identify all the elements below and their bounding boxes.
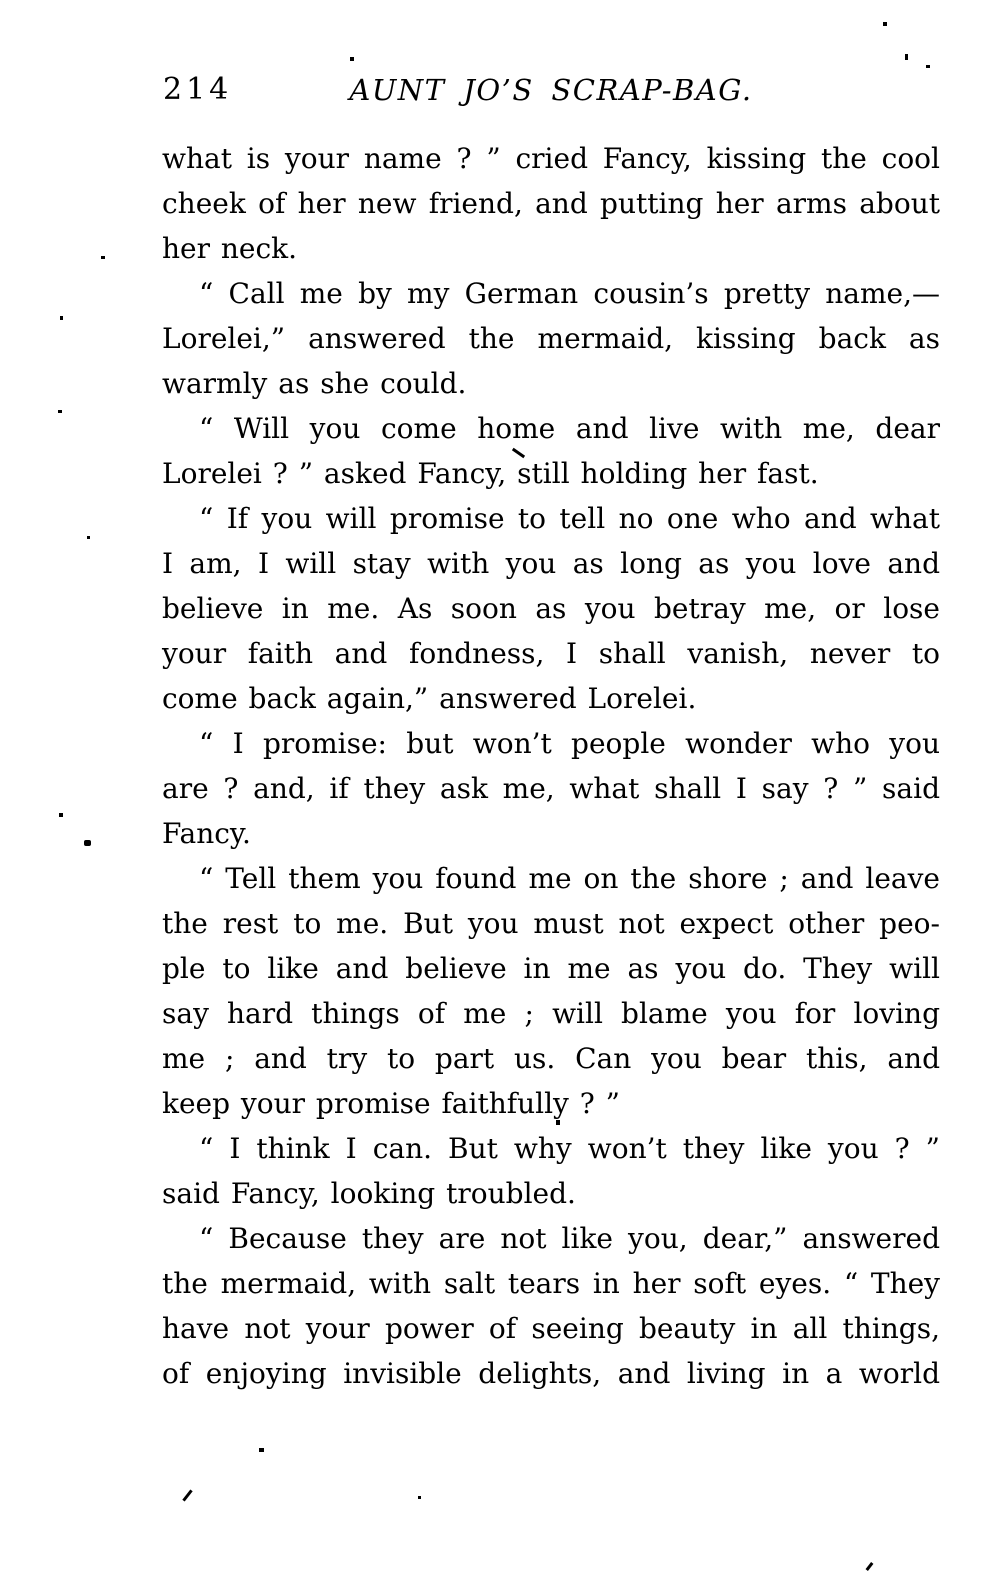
text-line: her neck. <box>162 232 298 265</box>
text-line: the rest to me. But you must not expect other peo- <box>162 907 940 940</box>
scan-speck <box>84 840 91 846</box>
text-line: have not your power of seeing beauty in all things, <box>162 1312 940 1345</box>
text-line: believe in me. As soon as you betray me, or lose <box>162 592 940 625</box>
text-line: said Fancy, looking troubled. <box>162 1177 576 1210</box>
text-line: warmly as she could. <box>162 367 467 400</box>
running-title: AUNT JO’S SCRAP-BAG. <box>349 73 753 107</box>
text-line: “ I think I can. But why won’t they like you ? ” <box>199 1132 940 1165</box>
text-line: Fancy. <box>162 817 251 850</box>
text-line: “ Because they are not like you, dear,” answered <box>199 1222 940 1255</box>
text-line: of enjoying invisible delights, and living in a world <box>162 1357 940 1390</box>
text-line: “ Tell them you found me on the shore ; and leave <box>199 862 940 895</box>
page-body-text <box>162 136 940 1396</box>
text-line: “ Call me by my German cousin’s pretty name,— <box>199 277 940 310</box>
scan-speck <box>556 1120 560 1125</box>
text-line: “ If you will promise to tell no one who and what <box>199 502 940 535</box>
scan-speck <box>926 65 930 68</box>
page-number: 214 <box>163 72 233 107</box>
text-line: “ I promise: but won’t people wonder who you <box>199 727 940 760</box>
text-line: what is your name ? ” cried Fancy, kissing the cool <box>162 142 940 175</box>
text-line: say hard things of me ; will blame you for loving <box>162 997 940 1030</box>
text-line: cheek of her new friend, and putting her arms about <box>162 187 940 220</box>
text-line: your faith and fondness, I shall vanish, never to <box>162 637 940 670</box>
scan-speck <box>350 57 354 61</box>
text-line: the mermaid, with salt tears in her soft eyes. “ They <box>162 1267 940 1300</box>
scan-speck <box>418 1496 421 1499</box>
text-line: Lorelei,” answered the mermaid, kissing back as <box>162 322 940 355</box>
text-line: I am, I will stay with you as long as you love and <box>162 547 940 580</box>
text-line: keep your promise faithfully ? ” <box>162 1087 620 1120</box>
scan-speck <box>87 536 90 539</box>
scan-speck <box>59 813 63 817</box>
text-line: come back again,” answered Lorelei. <box>162 682 697 715</box>
text-line: ple to like and believe in me as you do. They will <box>162 952 940 985</box>
scan-speck <box>259 1448 264 1452</box>
scan-speck <box>883 22 887 26</box>
text-line: are ? and, if they ask me, what shall I say ? ” said <box>162 772 940 805</box>
text-line: Lorelei ? ” asked Fancy, still holding her fast. <box>162 457 819 490</box>
scan-speck <box>58 410 62 413</box>
scan-speck <box>866 1562 874 1571</box>
scan-speck <box>101 256 105 259</box>
text-line: “ Will you come home and live with me, dear <box>199 412 940 445</box>
scan-speck <box>60 316 63 320</box>
scan-speck <box>182 1489 192 1501</box>
scan-speck <box>905 54 908 60</box>
text-line: me ; and try to part us. Can you bear this, and <box>162 1042 940 1075</box>
